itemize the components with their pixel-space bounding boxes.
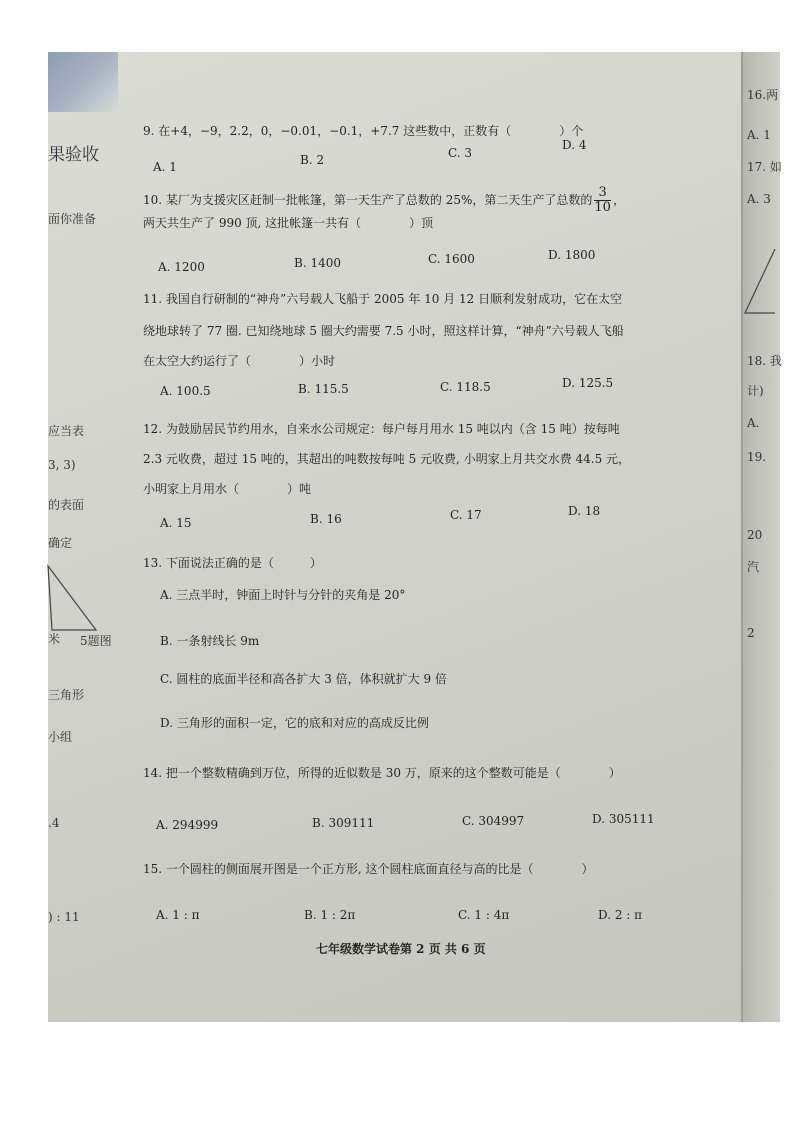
left-fragment-text: 3, 3) — [48, 458, 76, 472]
left-fragment-text: 果验收 — [48, 145, 99, 165]
left-fragment-text: .4 — [48, 816, 60, 830]
option-b: B. 309111 — [312, 816, 375, 830]
right-fragment-text: 2 — [747, 626, 755, 640]
question-14-text: 14. 把一个整数精确到万位，所得的近似数是 30 万，原来的这个整数可能是（ ） — [143, 766, 621, 780]
question-11-line-3: 在太空大约运行了（ ）小时 — [143, 354, 336, 368]
triangle-figure-fragment — [48, 562, 100, 632]
right-fragment-text: A. — [747, 416, 760, 430]
fraction-denominator: 10 — [594, 200, 611, 215]
right-fragment-text: 汽 — [747, 560, 760, 574]
question-11-line-2: 绕地球转了 77 圈. 已知绕地球 5 圈大约需要 7.5 小时，照这样计算，“神舟”六号载人飞船 — [143, 324, 624, 338]
option-a: A. 15 — [160, 516, 192, 530]
photographed-page — [48, 52, 782, 1022]
triangle-figure-fragment — [745, 247, 777, 317]
option-d: D. 1800 — [548, 248, 596, 262]
option-c: C. 1 : 4π — [458, 908, 510, 922]
page-footer: 七年级数学试卷第 2 页 共 6 页 — [316, 942, 486, 956]
option-d: D. 18 — [568, 504, 601, 518]
question-12-line-3: 小明家上月用水（ ）吨 — [143, 482, 312, 496]
option-b: B. 115.5 — [298, 382, 349, 396]
question-9-text: 9. 在+4，−9，2.2，0，−0.01，−0.1，+7.7 这些数中，正数有（ ）个 — [143, 124, 584, 138]
right-fragment-text: 20 — [747, 528, 763, 542]
statement-b: B. 一条射线长 9m — [160, 634, 260, 648]
left-fragment-text: 米 — [48, 632, 61, 646]
right-fragment-text: 19. — [747, 450, 767, 464]
right-fragment-text: 17. 如 — [747, 160, 782, 174]
right-page-fragment — [741, 52, 780, 1022]
fraction — [594, 186, 611, 215]
right-fragment-text: A. 3 — [747, 192, 771, 206]
option-a: A. 1 : π — [156, 908, 200, 922]
option-c: C. 1600 — [428, 252, 475, 266]
left-fragment-text: 面你准备 — [48, 212, 97, 226]
option-b: B. 1 : 2π — [304, 908, 356, 922]
option-c: C. 304997 — [462, 814, 525, 828]
question-10-line-2: 两天共生产了 990 顶, 这批帐篷一共有（ ）顶 — [143, 216, 434, 230]
statement-d: D. 三角形的面积一定，它的底和对应的高成反比例 — [160, 716, 429, 730]
option-a: A. 1200 — [158, 260, 205, 274]
right-fragment-text: 计) — [747, 384, 764, 398]
fraction-numerator: 3 — [598, 185, 607, 200]
left-fragment-caption: 5题图 — [80, 634, 112, 648]
question-10-text-before: 10. 某厂为支援灾区赶制一批帐篷，第一天生产了总数的 25%，第二天生产了总数的 — [143, 193, 593, 207]
option-a: A. 100.5 — [160, 384, 211, 398]
question-10-text-after: ， — [612, 193, 625, 207]
option-c: C. 118.5 — [440, 380, 491, 394]
right-fragment-text: 16.两 — [747, 88, 779, 102]
question-11-line-1: 11. 我国自行研制的“神舟”六号载人飞船于 2005 年 10 月 12 日顺利发射成功，它在太空 — [143, 292, 623, 306]
left-page-fragment — [48, 52, 112, 1022]
left-fragment-text: 三角形 — [48, 688, 85, 702]
option-d: D. 2 : π — [598, 908, 643, 922]
option-c: C. 17 — [450, 508, 482, 522]
right-fragment-text: 18. 我 — [747, 354, 782, 368]
left-fragment-text: 确定 — [48, 536, 73, 550]
option-b: B. 16 — [310, 512, 342, 526]
question-10-text — [143, 186, 625, 215]
left-fragment-text: 的表面 — [48, 498, 85, 512]
left-fragment-text: 小组 — [48, 730, 73, 744]
option-d: D. 125.5 — [562, 376, 614, 390]
statement-c: C. 圆柱的底面半径和高各扩大 3 倍，体积就扩大 9 倍 — [160, 672, 447, 686]
left-fragment-text: 应当表 — [48, 424, 85, 438]
statement-a: A. 三点半时，钟面上时针与分针的夹角是 20° — [160, 588, 406, 602]
option-b: B. 1400 — [294, 256, 341, 270]
option-a: A. 294999 — [156, 818, 219, 832]
option-d: D. 4 — [562, 138, 587, 152]
option-a: A. 1 — [153, 160, 177, 174]
question-13-text: 13. 下面说法正确的是（ ） — [143, 556, 322, 570]
right-fragment-text: A. 1 — [747, 128, 771, 142]
left-fragment-text: ) : 11 — [48, 910, 80, 924]
option-c: C. 3 — [448, 146, 473, 160]
question-15-text: 15. 一个圆柱的侧面展开图是一个正方形, 这个圆柱底面直径与高的比是（ ） — [143, 862, 594, 876]
question-12-line-2: 2.3 元收费，超过 15 吨的，其超出的吨数按每吨 5 元收费, 小明家上月共交水费 44.5 元， — [143, 452, 631, 466]
option-b: B. 2 — [300, 153, 325, 167]
option-d: D. 305111 — [592, 812, 655, 826]
question-12-line-1: 12. 为鼓励居民节约用水，自来水公司规定：每户每月用水 15 吨以内（含 15 吨）按每吨 — [143, 422, 620, 436]
